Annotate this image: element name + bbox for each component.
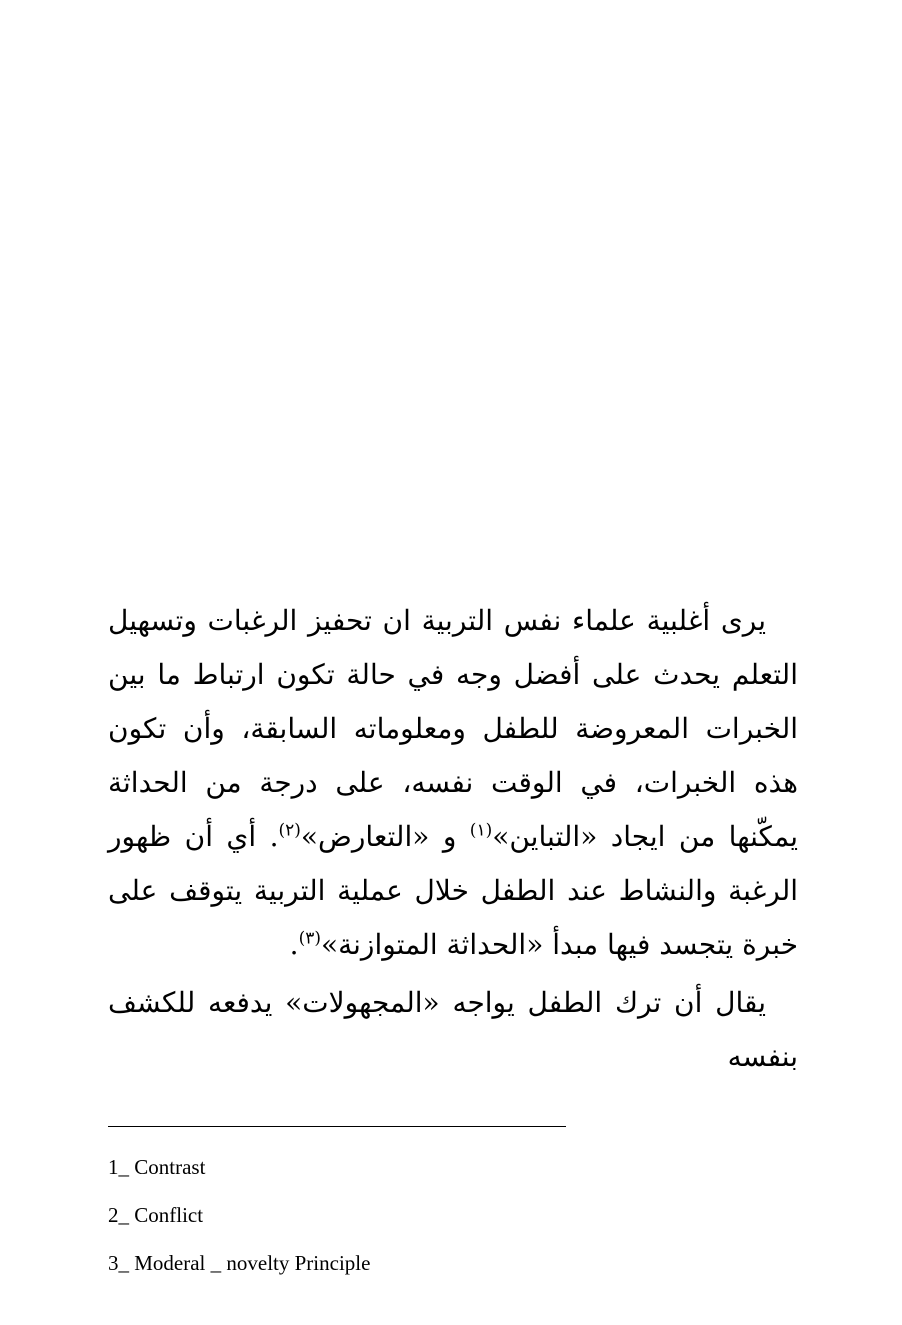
paragraph-2: يقال أن ترك الطفل يواجه «المجهولات» يدفعه للكشف بنفسه <box>108 986 798 1073</box>
paragraph-1-part-1: يرى أغلبية علماء نفس التربية ان تحفيز الرغبات وتسهيل التعلم يحدث على أفضل وجه في حالة تكون ارتباط ما بين الخبرات المعروضة للطفل ومعلوماته السابقة، وأن تكون هذه الخبرات، في الوقت نفسه، على درجة من الحداثة يمكّنها من ايجاد «التباين» <box>108 604 798 853</box>
footnote-ref-3: (٣) <box>298 928 321 949</box>
footnote-2: 2_ Conflict <box>108 1203 204 1227</box>
footnote-3: 3_ Moderal _ novelty Principle <box>108 1251 371 1275</box>
footnote-ref-1: (١) <box>469 820 493 841</box>
paragraph-1 <box>108 594 798 972</box>
footnote-1: 1_ Contrast <box>108 1155 206 1179</box>
footnote-ref-2: (٢) <box>278 820 301 841</box>
paragraph-1-part-3: . أي أن ظهور الرغبة والنشاط عند الطفل خلال عملية التربية يتوقف على خبرة يتجسد فيها مبدأ «الحداثة المتوازنة» <box>108 820 798 961</box>
paragraph-1-part-4: . <box>289 928 299 961</box>
footnotes <box>108 1150 708 1294</box>
paragraph-1-part-2: و «التعارض» <box>300 820 470 853</box>
footnote-separator <box>108 1126 566 1127</box>
body-text <box>108 594 798 1084</box>
